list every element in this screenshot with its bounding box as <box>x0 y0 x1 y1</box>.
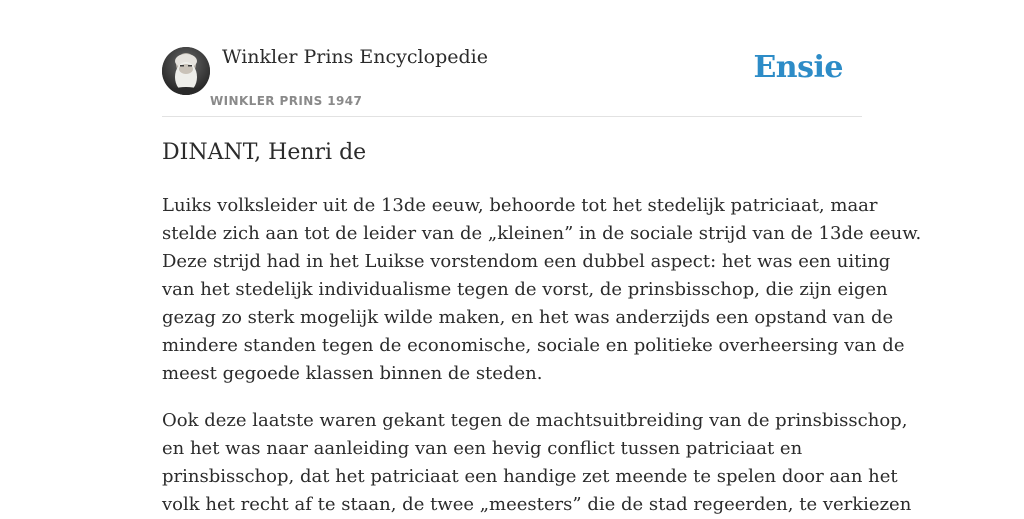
bearded-man-portrait-icon[interactable] <box>162 47 210 95</box>
paragraph-line: en het was naar aanleiding van een hevig conflict tussen patriciaat en <box>162 438 803 459</box>
paragraph-line: prinsbisschop, dat het patriciaat een handige zet meende te spelen door aan het <box>162 466 898 487</box>
paragraph-line: Ook deze laatste waren gekant tegen de machtsuitbreiding van de prinsbisschop, <box>162 410 908 431</box>
article-paragraph <box>162 407 912 519</box>
source-label[interactable]: WINKLER PRINS 1947 <box>210 94 363 108</box>
paragraph-line: stelde zich aan tot de leider van de „kleinen” in de sociale strijd van de 13de eeuw. <box>162 223 922 244</box>
paragraph-line: volk het recht af te staan, de twee „meesters” die de stad regeerden, te verkiezen <box>162 494 912 515</box>
paragraph-line: Luiks volksleider uit de 13de eeuw, behoorde tot het stedelijk patriciaat, maar <box>162 195 878 216</box>
paragraph-line: van het stedelijk individualisme tegen de vorst, de prinsbisschop, die zijn eigen <box>162 279 888 300</box>
page-container <box>162 0 922 515</box>
article-title: DINANT, Henri de <box>162 140 367 165</box>
site-title[interactable]: Winkler Prins Encyclopedie <box>222 46 488 68</box>
brand-logo[interactable]: Ensie <box>753 50 843 85</box>
paragraph-line: mindere standen tegen de economische, sociale en politieke overheersing van de <box>162 335 905 356</box>
paragraph-line: Deze strijd had in het Luikse vorstendom een dubbel aspect: het was een uiting <box>162 251 891 272</box>
article-paragraph <box>162 192 922 388</box>
site-header <box>162 0 862 117</box>
paragraph-line: gezag zo sterk mogelijk wilde maken, en het was anderzijds een opstand van de <box>162 307 894 328</box>
paragraph-line: meest gegoede klassen binnen de steden. <box>162 363 543 384</box>
